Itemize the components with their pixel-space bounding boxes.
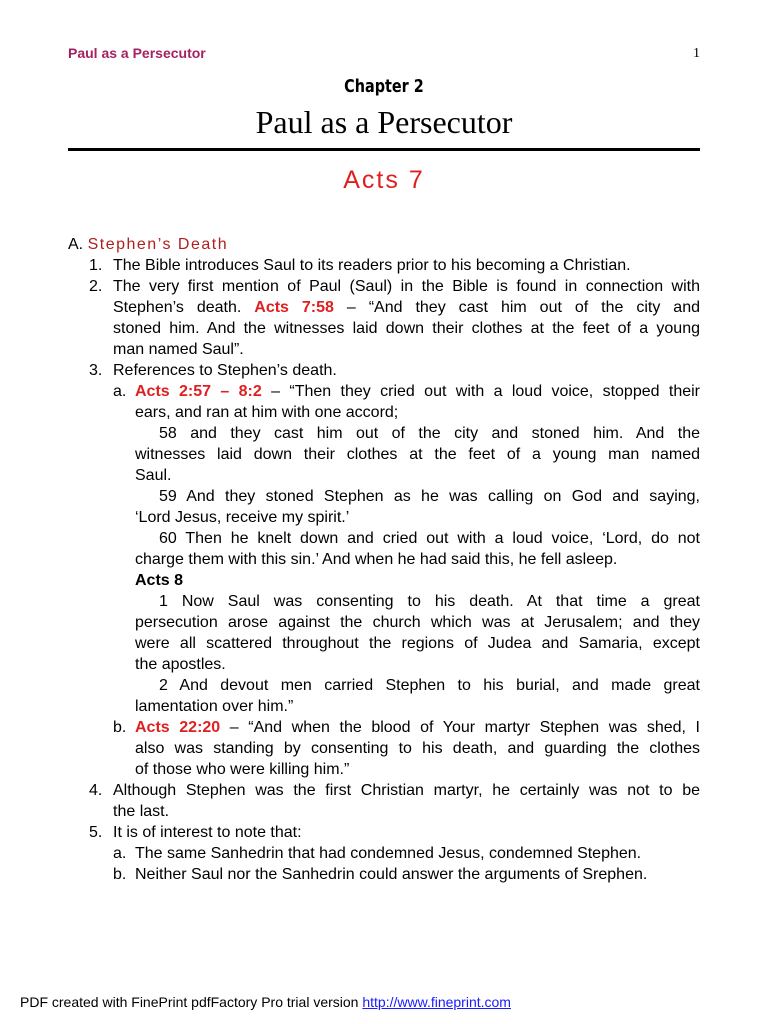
chapter-subtitle: Acts 7 (343, 166, 425, 194)
scripture-reference: Acts 22:20 (135, 719, 221, 736)
section-heading: A. Stephen’s Death (68, 236, 229, 253)
sub-item-b: b. Acts 22:20 – “And when the blood of Your martyr Stephen was shed, I also was standing by consenting to his death, and guarding the clothes of those who were killing him.” (113, 719, 701, 778)
list-item-5: 5. It is of interest to note that: (89, 824, 302, 841)
fineprint-link[interactable]: http://www.fineprint.com (362, 994, 511, 1010)
scripture-reference: Acts 2:57 – 8:2 (135, 383, 262, 400)
sub-item-5a: a. The same Sanhedrin that had condemned Jesus, condemned Stephen. (113, 845, 642, 862)
list-item-4: 4. Although Stephen was the first Christian martyr, he certainly was not to be the last. (89, 782, 700, 820)
sub-item-5b: b. Neither Saul nor the Sanhedrin could answer the arguments of Srephen. (113, 866, 648, 883)
page-number: 1 (693, 46, 700, 61)
chapter-label: Chapter 2 (344, 76, 424, 97)
sub-item-a: a. Acts 2:57 – 8:2 – “Then they cried out with a loud voice, stopped their ears, and ran at him with one accord; 58 and they cast him out of the city and stoned him. And the witnesses laid down their clothes at the feet of a young man named Saul. 59 And they stoned Stephen as he was calling on God and saying, ‘Lord Jesus, receive my spirit.’ 60 Then he knelt down and cried out with a loud voice, ‘Lord, do not charge them with this sin.’ And when he had said this, he fell asleep. Acts 8 1 Now Saul was consenting to his death. At that time a great persecution arose against the church which was at Jerusalem; and they were all scattered throughout the regions of Judea and Samaria, except the apostles. 2 And devout men carried Stephen to his burial, and made great lamentation over him.” (113, 383, 701, 715)
section-heading-text: Stephen’s Death (87, 236, 229, 253)
document-body (68, 234, 700, 885)
running-header-title: Paul as a Persecutor (68, 45, 206, 61)
acts-8-heading: Acts 8 (135, 572, 184, 589)
footer-text: PDF created with FinePrint pdfFactory Pro trial version (20, 994, 359, 1010)
scripture-reference: Acts 7:58 (254, 299, 334, 316)
list-item-1: 1. The Bible introduces Saul to its readers prior to his becoming a Christian. (89, 257, 631, 274)
pdf-footer (20, 994, 511, 1010)
list-item-3: 3. References to Stephen’s death. (89, 362, 337, 379)
page-title: Paul as a Persecutor (255, 104, 513, 140)
title-divider (68, 148, 700, 151)
list-item-2: 2. The very first mention of Paul (Saul) in the Bible is found in connection with Stephen’s death. Acts 7:58 – “And they cast him out of the city and stoned him. And the witnesses laid down their clothes at the feet of a young man named Saul”. (89, 278, 700, 358)
